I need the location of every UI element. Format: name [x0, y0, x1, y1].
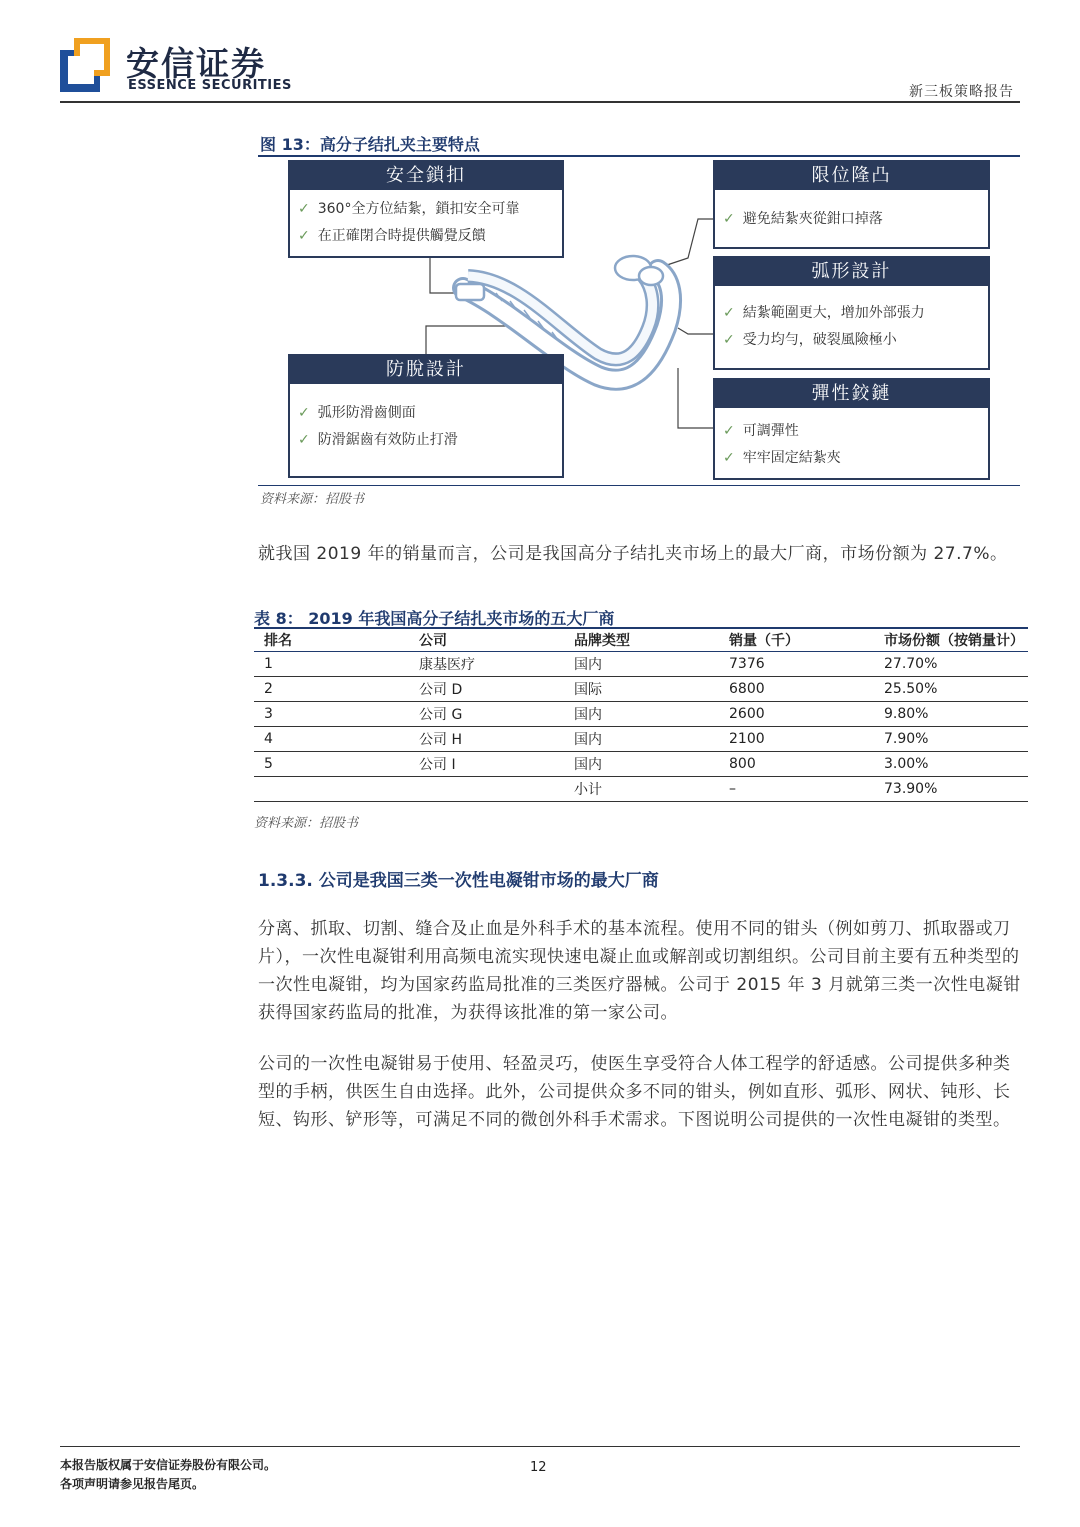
- table-row-subtotal: [254, 777, 1028, 802]
- paragraph-market-share: 就我国 2019 年的销量而言，公司是我国高分子结扎夹市场上的最大厂商，市场份额为 27.7%。: [258, 544, 1008, 564]
- feature-item: ✓ 受力均勻，破裂風險極小: [723, 332, 897, 348]
- check-icon: ✓: [723, 211, 735, 227]
- table-cell: [409, 777, 564, 802]
- feature-box-anti-slip: [288, 354, 564, 478]
- page-number: 12: [530, 1460, 547, 1475]
- check-icon: ✓: [298, 201, 310, 217]
- company-name-en: ESSENCE SECURITIES: [128, 78, 292, 93]
- table-cell: 公司 I: [409, 752, 564, 777]
- feature-item: ✓ 防滑鋸齒有效防止打滑: [298, 432, 458, 448]
- table-cell: 公司 D: [409, 677, 564, 702]
- column-header: 品牌类型: [564, 628, 719, 652]
- table-cell: 7.90%: [874, 727, 1028, 752]
- feature-item: ✓ 弧形防滑齒側面: [298, 405, 416, 421]
- table-cell: 2600: [719, 702, 874, 727]
- check-icon: ✓: [723, 450, 735, 466]
- manufacturers-table: [254, 627, 1028, 802]
- table-cell: 25.50%: [874, 677, 1028, 702]
- figure-title: 图 13：高分子结扎夹主要特点: [260, 135, 480, 154]
- figure-source: 资料来源：招股书: [260, 492, 365, 507]
- header-divider: [60, 101, 1020, 103]
- footer-divider: [60, 1446, 1020, 1447]
- table-cell: 公司 H: [409, 727, 564, 752]
- check-icon: ✓: [298, 432, 310, 448]
- company-logo: [60, 38, 110, 94]
- table-cell: 小计: [564, 777, 719, 802]
- table-row: [254, 677, 1028, 702]
- table-cell: 1: [254, 652, 409, 677]
- feature-box-safety-lock: [288, 160, 564, 258]
- feature-item: ✓ 360°全方位結紮，鎖扣安全可靠: [298, 201, 520, 217]
- table-cell: 国内: [564, 702, 719, 727]
- table-source: 资料来源：招股书: [254, 816, 359, 831]
- section-heading: 1.3.3. 公司是我国三类一次性电凝钳市场的最大厂商: [258, 871, 659, 891]
- report-type: 新三板策略报告: [909, 84, 1014, 100]
- feature-box-title: 彈性鉸鏈: [715, 380, 988, 408]
- check-icon: ✓: [723, 305, 735, 321]
- feature-box-arc-design: [713, 256, 990, 370]
- table-title: 表 8： 2019 年我国高分子结扎夹市场的五大厂商: [254, 609, 615, 628]
- feature-box-title: 安全鎖扣: [290, 162, 562, 190]
- table-cell: 国际: [564, 677, 719, 702]
- table-cell: 国内: [564, 727, 719, 752]
- table-row: [254, 727, 1028, 752]
- paragraph-electrocoagulation-intro: 分离、抓取、切割、缝合及止血是外科手术的基本流程。使用不同的钳头（例如剪刀、抓取器或刀片），一次性电凝钳利用高频电流实现快速电凝止血或解剖或切割组织。公司目前主要有五种类型的一次性电凝钳，均为国家药监局批准的三类医疗器械。公司于 2015 年 3 月就第三类一次性电凝钳获得国家药监局的批准，为获得该批准的第一家公司。: [258, 919, 1021, 1023]
- paragraph-electrocoagulation-types: 公司的一次性电凝钳易于使用、轻盈灵巧，使医生享受符合人体工程学的舒适感。公司提供多种类型的手柄，供医生自由选择。此外，公司提供众多不同的钳头，例如直形、弧形、网状、钝形、长短、钩形、铲形等，可满足不同的微创外科手术需求。下图说明公司提供的一次性电凝钳的类型。: [258, 1054, 1011, 1130]
- table-cell: 9.80%: [874, 702, 1028, 727]
- footer-copyright: 本报告版权属于安信证券股份有限公司。: [60, 1458, 277, 1472]
- table-cell: 3.00%: [874, 752, 1028, 777]
- feature-item: ✓ 牢牢固定結紮夾: [723, 450, 841, 466]
- table-cell: 800: [719, 752, 874, 777]
- feature-item: ✓ 結紮範圍更大，增加外部張力: [723, 305, 925, 321]
- table-header-row: [254, 628, 1028, 652]
- table-cell: 2: [254, 677, 409, 702]
- table-row: [254, 702, 1028, 727]
- table-cell: 2100: [719, 727, 874, 752]
- table-cell: 3: [254, 702, 409, 727]
- feature-item: ✓ 在正確閉合時提供觸覺反饋: [298, 228, 486, 244]
- feature-item: ✓ 避免結紮夾從鉗口掉落: [723, 211, 883, 227]
- footer-disclaimer: [60, 1456, 276, 1494]
- feature-item: ✓ 可調彈性: [723, 423, 799, 439]
- column-header: 排名: [254, 628, 409, 652]
- feature-box-title: 限位隆凸: [715, 162, 988, 190]
- column-header: 销量（千）: [719, 628, 874, 652]
- table-cell: 公司 G: [409, 702, 564, 727]
- check-icon: ✓: [298, 405, 310, 421]
- table-cell: 5: [254, 752, 409, 777]
- table-cell: 27.70%: [874, 652, 1028, 677]
- feature-box-elastic-hinge: [713, 378, 990, 480]
- table-cell: –: [719, 777, 874, 802]
- feature-box-limit-bump: [713, 160, 990, 249]
- table-cell: 6800: [719, 677, 874, 702]
- company-name-cn: 安信证券: [126, 44, 266, 83]
- feature-box-title: 防脫設計: [290, 356, 562, 384]
- table-row: [254, 652, 1028, 677]
- check-icon: ✓: [723, 423, 735, 439]
- table-cell: 康基医疗: [409, 652, 564, 677]
- figure-bottom-rule: [258, 485, 1020, 486]
- figure-top-rule: [258, 155, 1020, 157]
- check-icon: ✓: [723, 332, 735, 348]
- column-header: 市场份额（按销量计）: [874, 628, 1028, 652]
- table-cell: 4: [254, 727, 409, 752]
- column-header: 公司: [409, 628, 564, 652]
- check-icon: ✓: [298, 228, 310, 244]
- table-cell: 73.90%: [874, 777, 1028, 802]
- table-cell: [254, 777, 409, 802]
- footer-notice: 各项声明请参见报告尾页。: [60, 1477, 205, 1491]
- table-cell: 国内: [564, 752, 719, 777]
- table-row: [254, 752, 1028, 777]
- table-cell: 国内: [564, 652, 719, 677]
- table-cell: 7376: [719, 652, 874, 677]
- feature-box-title: 弧形設計: [715, 258, 988, 286]
